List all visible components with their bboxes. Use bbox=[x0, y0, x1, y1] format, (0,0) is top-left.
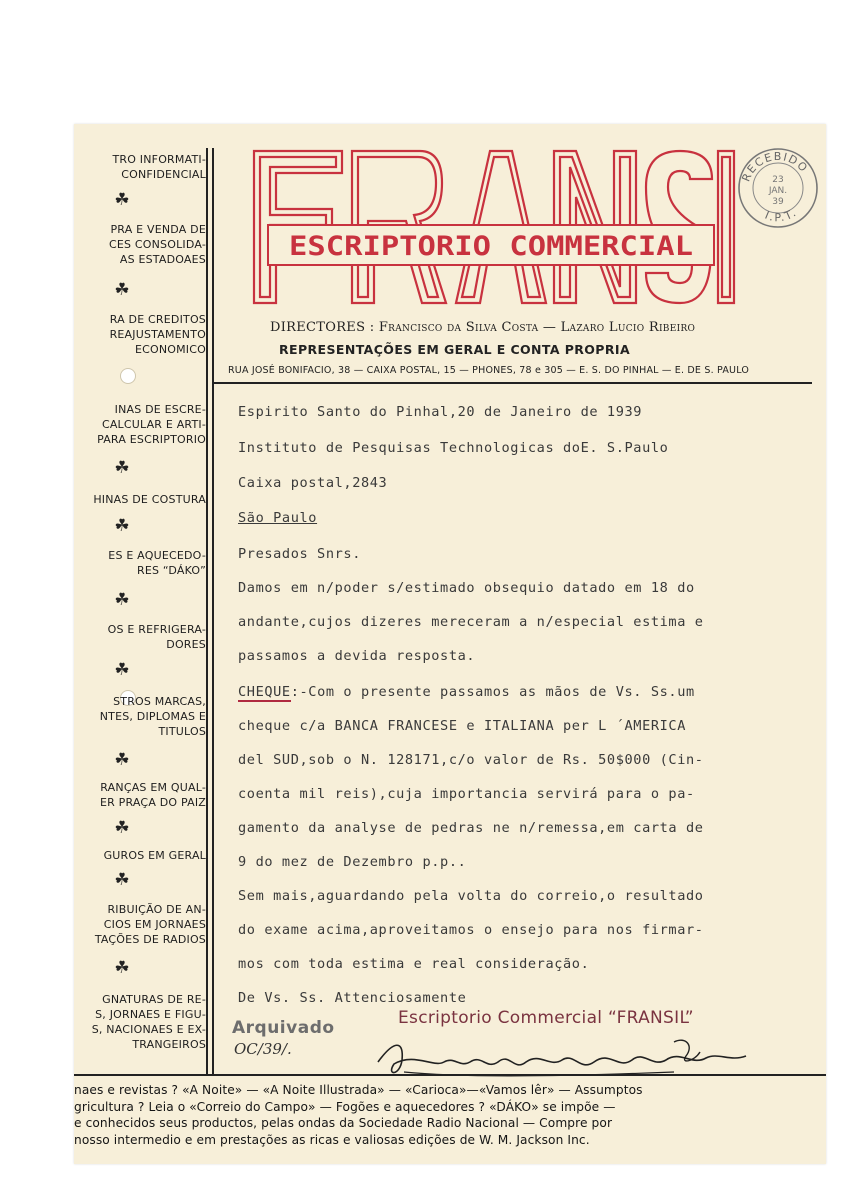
archived-stamp: Arquivado bbox=[232, 1018, 335, 1038]
svg-text:39: 39 bbox=[772, 197, 784, 207]
footer-line: nosso intermedio e em prestações as ricas e valiosas edições de W. M. Jackson Inc. bbox=[74, 1132, 590, 1147]
salutation: Presados Snrs. bbox=[238, 546, 361, 562]
service-block: HINAS DE COSTURA bbox=[93, 493, 206, 506]
body-line: gamento da analyse de pedras ne n/remessa,em carta de bbox=[238, 820, 704, 836]
service-block: RA DE CREDITOS REAJUSTAMENTO ECONOMICO bbox=[109, 313, 206, 356]
footer-line: naes e revistas ? «A Noite» — «A Noite Illustrada» — «Carioca»—«Vamos lêr» — Assumptos bbox=[74, 1083, 643, 1097]
fransil-logo bbox=[250, 147, 736, 307]
city-line: São Paulo bbox=[238, 510, 318, 526]
handwritten-signature bbox=[374, 1032, 754, 1082]
address-line: RUA JOSÉ BONIFACIO, 38 — CAIXA POSTAL, 15 — PHONES, 78 e 305 — E. S. DO PINHAL — E. DE S. PAULO bbox=[228, 365, 750, 376]
recipient-line: Instituto de Pesquisas Technologicas doE. S.Paulo bbox=[238, 440, 669, 456]
directors-line: DIRECTORES : Francisco da Silva Costa — Lazaro Lucio Ribeiro bbox=[270, 320, 696, 335]
clover-icon: ☘ bbox=[114, 516, 130, 536]
clover-icon: ☘ bbox=[114, 660, 130, 680]
body-line: Sem mais,aguardando pela volta do correio,o resultado bbox=[238, 888, 704, 904]
service-block: STROS MARCAS, NTES, DIPLOMAS E TITULOS bbox=[99, 695, 206, 738]
left-divider-outer bbox=[206, 148, 208, 1076]
body-line: cheque c/a BANCA FRANCESE e ITALIANA per L ´AMERICA bbox=[238, 718, 686, 734]
footer-line: e conhecidos seus productos, pelas ondas da Sociedade Radio Nacional — Compre por bbox=[74, 1116, 613, 1130]
archive-note: OC/39/. bbox=[234, 1040, 292, 1058]
banner-text: ESCRIPTORIO COMMERCIAL bbox=[289, 231, 693, 262]
svg-text:23: 23 bbox=[772, 175, 784, 185]
clover-icon: ☘ bbox=[114, 870, 130, 890]
cheque-label: CHEQUE bbox=[238, 684, 291, 700]
letter-paper bbox=[74, 124, 826, 1164]
service-block: RIBUIÇÃO DE AN- CIOS EM JORNAES TAÇÕES DE RADIOS bbox=[94, 903, 206, 946]
clover-icon: ☘ bbox=[114, 958, 130, 978]
body-line: del SUD,sob o N. 128171,c/o valor de Rs. 50$000 (Cin- bbox=[238, 752, 704, 768]
closing-line: De Vs. Ss. Attenciosamente bbox=[238, 990, 467, 1006]
service-block: RANÇAS EM QUAL- ER PRAÇA DO PAIZ bbox=[99, 781, 206, 809]
service-block: ES E AQUECEDO- RES “DÁKO” bbox=[108, 549, 206, 577]
service-block: GNATURAS DE RE- S, JORNAES E FIGU- S, NACIONAES E EX- TRANGEIROS bbox=[91, 993, 206, 1051]
clover-icon: ☘ bbox=[114, 458, 130, 478]
tagline: REPRESENTAÇÕES EM GERAL E CONTA PROPRIA bbox=[279, 342, 631, 357]
cheque-text: :-Com o presente passamos as mãos de Vs. Ss.um bbox=[290, 684, 695, 700]
footer-line: gricultura ? Leia o «Correio do Campo» — Fogões e aquecedores ? «DÁKO» se impõe — bbox=[74, 1099, 616, 1114]
clover-icon: ☘ bbox=[114, 280, 130, 300]
clover-icon: ☘ bbox=[114, 818, 130, 838]
body-line: 9 do mez de Dezembro p.p.. bbox=[238, 854, 467, 870]
received-stamp bbox=[736, 146, 820, 230]
body-line: coenta mil reis),cuja importancia servirá para o pa- bbox=[238, 786, 695, 802]
service-block: OS E REFRIGERA- DORES bbox=[107, 623, 206, 651]
service-block: TRO INFORMATI- CONFIDENCIAL bbox=[112, 153, 206, 181]
clover-icon: ☘ bbox=[114, 190, 130, 210]
body-line: mos com toda estima e real consideração. bbox=[238, 956, 590, 972]
service-block: PRA E VENDA DE CES CONSOLIDA- AS ESTADOAES bbox=[108, 223, 206, 266]
punch-hole bbox=[120, 368, 136, 384]
clover-icon: ☘ bbox=[114, 590, 130, 610]
svg-text:I.P.T.: I.P.T. bbox=[762, 205, 800, 225]
body-line: passamos a devida resposta. bbox=[238, 648, 476, 664]
address-rule bbox=[214, 382, 812, 384]
service-block: GUROS EM GERAL bbox=[103, 849, 206, 862]
left-divider-inner bbox=[212, 148, 214, 1076]
svg-text:RECEBIDO: RECEBIDO bbox=[739, 149, 811, 184]
body-line: Damos em n/poder s/estimado obsequio datado em 18 do bbox=[238, 580, 695, 596]
footer-advertising bbox=[74, 1082, 826, 1148]
service-block: INAS DE ESCRE- CALCULAR E ARTI- PARA ESCRIPTORIO bbox=[97, 403, 206, 446]
svg-text:JAN.: JAN. bbox=[768, 186, 788, 196]
company-signature-stamp: Escriptorio Commercial “FRANSIL” bbox=[398, 1008, 694, 1028]
postal-line: Caixa postal,2843 bbox=[238, 475, 388, 491]
date-line: Espirito Santo do Pinhal,20 de Janeiro de 1939 bbox=[238, 404, 643, 420]
body-line: do exame acima,aproveitamos o ensejo para nos firmar- bbox=[238, 922, 704, 938]
cheque-line bbox=[238, 684, 695, 700]
clover-icon: ☘ bbox=[114, 750, 130, 770]
body-line: andante,cujos dizeres mereceram a n/especial estima e bbox=[238, 614, 704, 630]
